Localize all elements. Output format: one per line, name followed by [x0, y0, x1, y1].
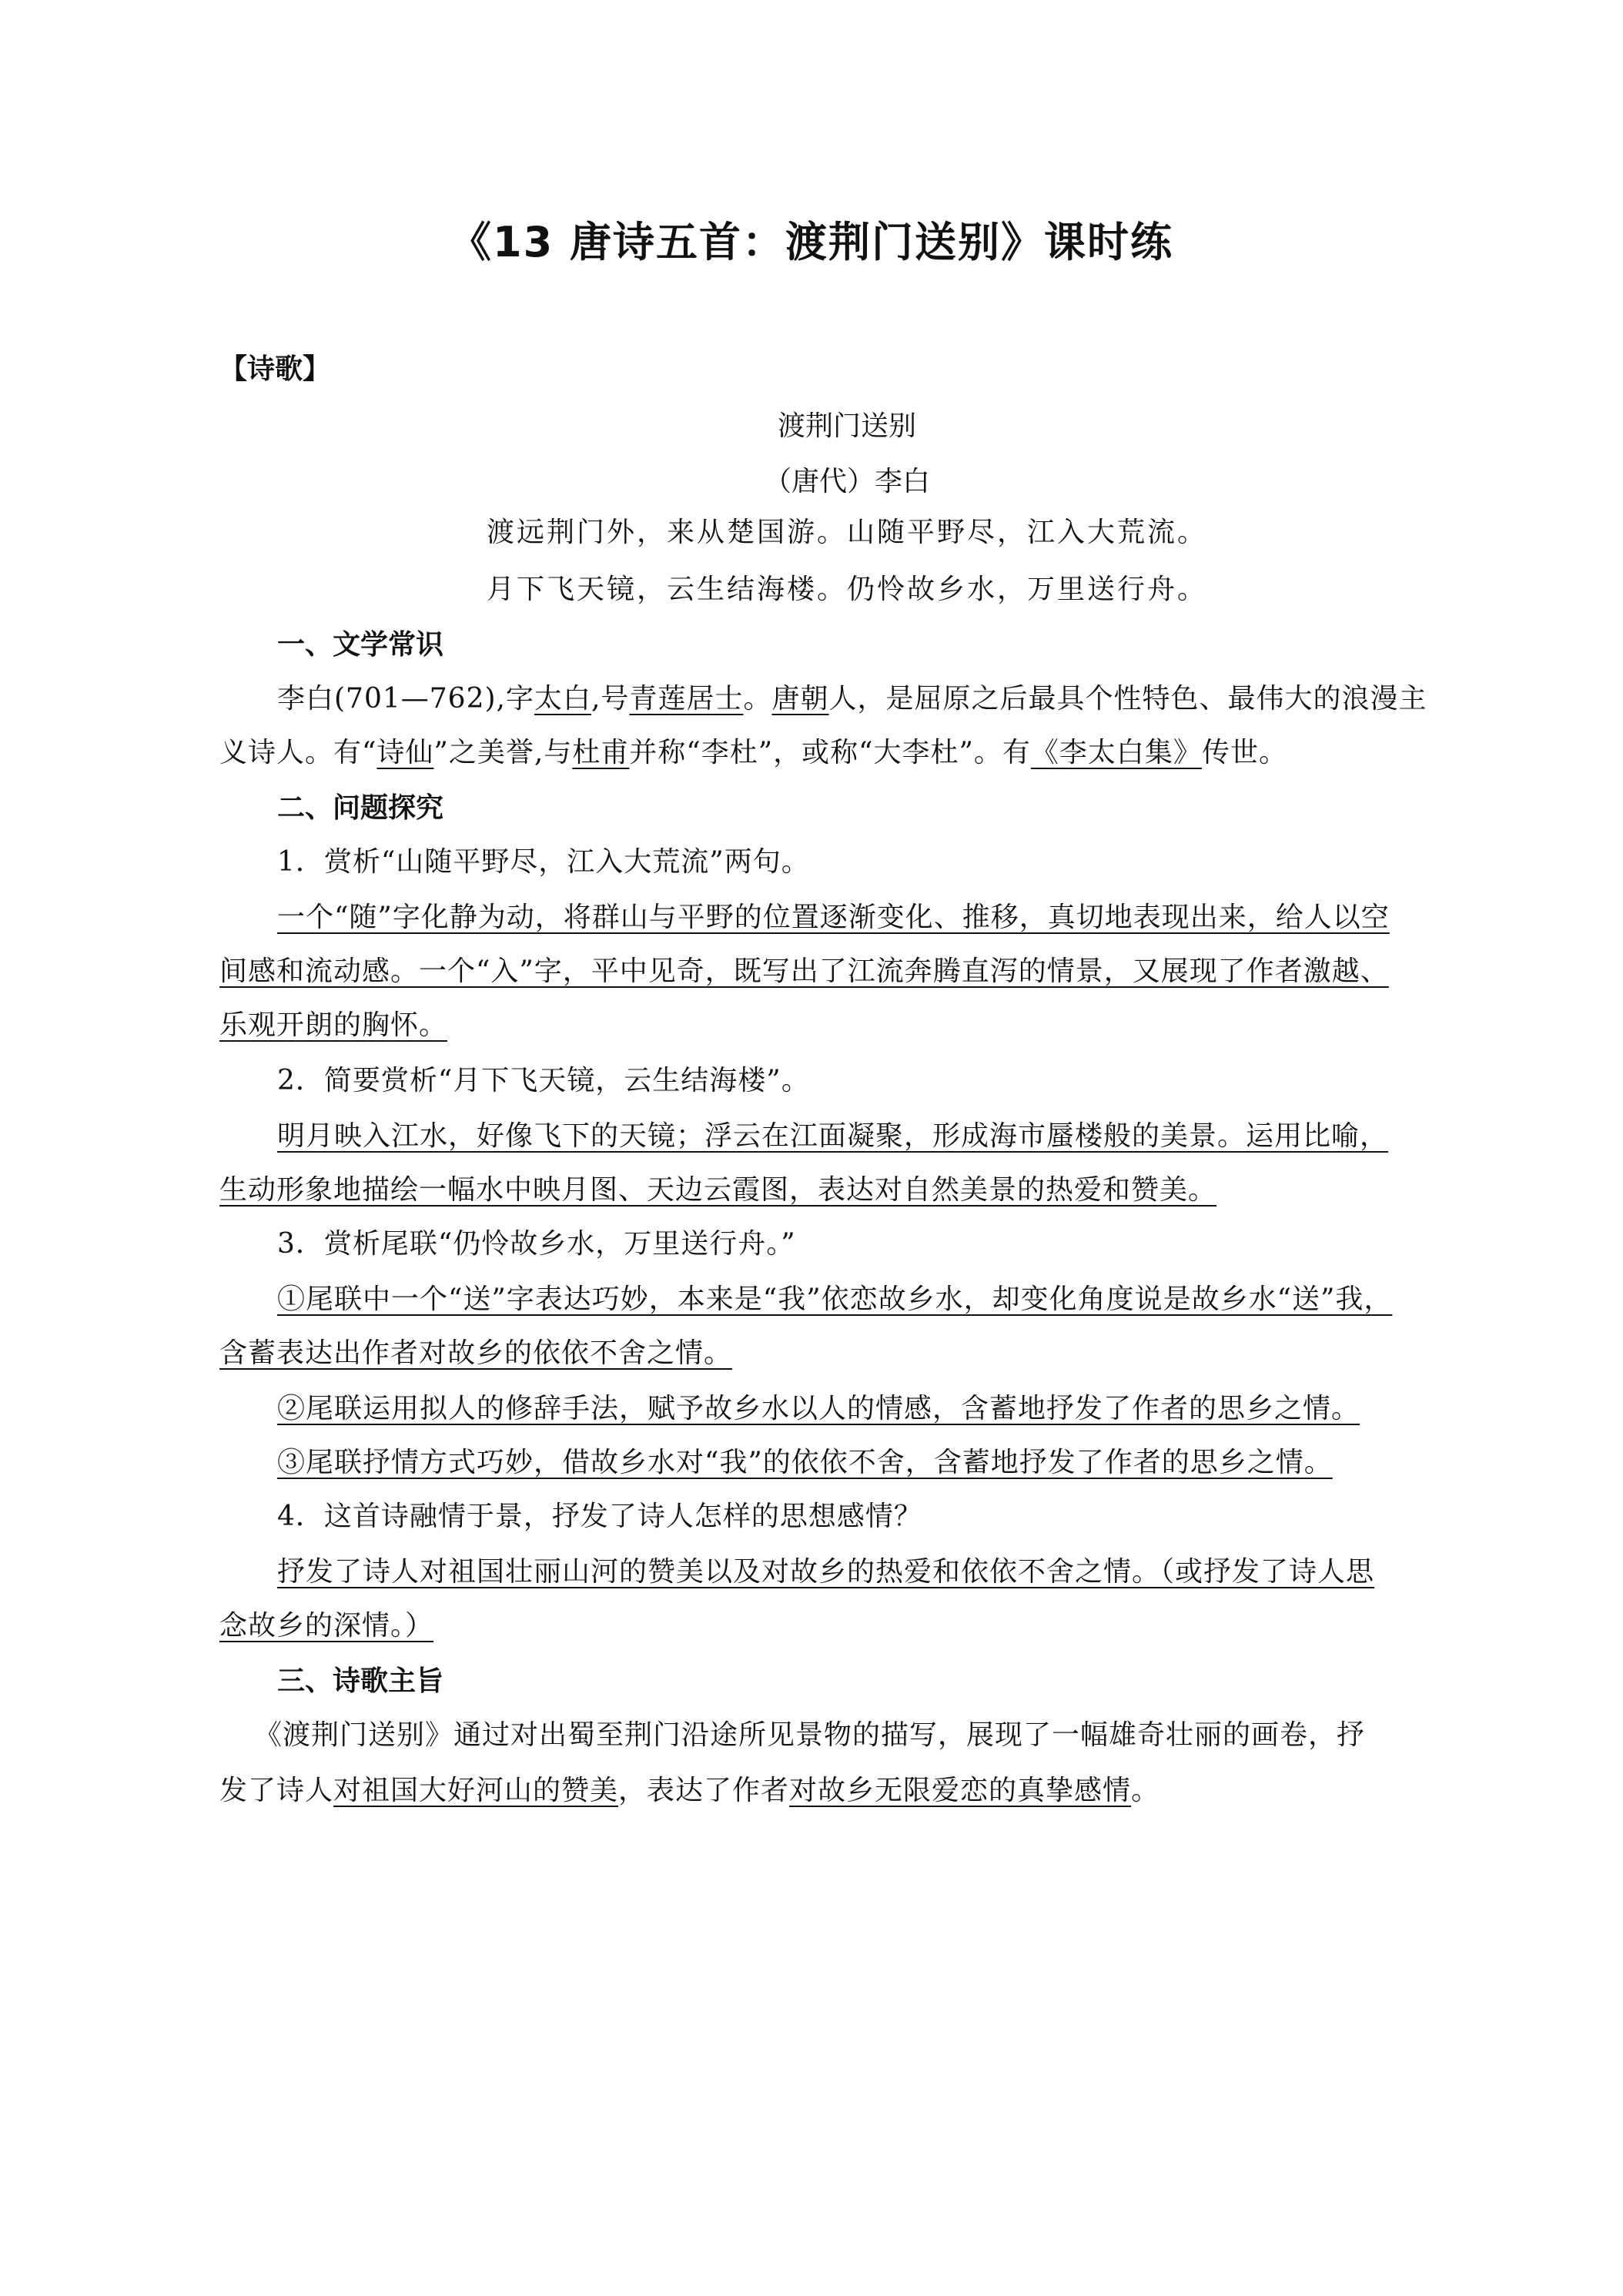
answer-3-line-3: ②尾联运用拟人的修辞手法，赋予故乡水以人的情感，含蓄地抒发了作者的思乡之情。 — [277, 1393, 1360, 1424]
theme-line-1: 《渡荆门送别》通过对出蜀至荆门沿途所见景物的描写，展现了一幅雄奇壮丽的画卷，抒 — [254, 1719, 1366, 1751]
page-title: 《13 唐诗五首：渡荆门送别》课时练 — [450, 218, 1173, 266]
poem-section-tag: 【诗歌】 — [219, 353, 331, 385]
answer-courtesy-name: 太白 — [534, 683, 591, 715]
section3-heading: 三、诗歌主旨 — [277, 1665, 444, 1697]
answer-2-line-1: 明月映入江水，好像飞下的天镜；浮云在江面凝聚，形成海市蜃楼般的美景。运用比喻， — [277, 1120, 1389, 1152]
question-3: 3．赏析尾联“仍怜故乡水，万里送行舟。” — [277, 1228, 796, 1260]
text-span: ,号 — [591, 683, 630, 715]
literary-knowledge-line-2 — [219, 735, 1287, 771]
poem-line-1: 渡远荆门外，来从楚国游。山随平野尽，江入大荒流。 — [486, 517, 1207, 548]
text-span: 发了诗人 — [219, 1775, 334, 1806]
poem-title: 渡荆门送别 — [777, 410, 916, 442]
text-span: ”之美誉,与 — [433, 737, 573, 768]
question-2: 2．简要赏析“月下飞天镜，云生结海楼”。 — [277, 1065, 810, 1096]
section2-heading: 二、问题探究 — [277, 792, 444, 824]
answer-3-line-1: ①尾联中一个“送”字表达巧妙，本来是“我”依恋故乡水，却变化角度说是故乡水“送”我， — [277, 1284, 1393, 1315]
answer-poet: 杜甫 — [572, 737, 630, 768]
text-span: 。 — [743, 683, 772, 715]
answer-3-line-2: 含蓄表达出作者对故乡的依依不舍之情。 — [219, 1337, 733, 1369]
question-1: 1．赏析“山随平野尽，江入大荒流”两句。 — [277, 846, 810, 878]
text-span: 并称“李杜”，或称“大李杜”。有 — [629, 737, 1031, 768]
text-span: 李白(701—762),字 — [277, 683, 534, 715]
poem-author: （唐代）李白 — [763, 466, 930, 497]
answer-theme-landscape: 对祖国大好河山的赞美 — [333, 1775, 619, 1806]
answer-title: 诗仙 — [376, 737, 434, 768]
text-span: 人，是屈原之后最具个性特色、最伟大的浪漫主 — [828, 683, 1427, 715]
text-span: ，表达了作者 — [618, 1775, 790, 1806]
text-span: 传世。 — [1201, 737, 1287, 768]
answer-1-line-2: 间感和流动感。一个“入”字，平中见奇，既写出了江流奔腾直泻的情景，又展现了作者激越、 — [219, 956, 1389, 987]
answer-collection: 《李太白集》 — [1030, 737, 1202, 768]
theme-line-2 — [219, 1772, 1160, 1809]
literary-knowledge-line-1 — [277, 681, 1427, 718]
answer-pen-name: 青莲居士 — [629, 683, 744, 715]
section1-heading: 一、文学常识 — [277, 629, 444, 661]
question-4: 4．这首诗融情于景，抒发了诗人怎样的思想感情？ — [277, 1501, 922, 1532]
answer-3-line-4: ③尾联抒情方式巧妙，借故乡水对“我”的依依不舍，含蓄地抒发了作者的思乡之情。 — [277, 1447, 1333, 1478]
text-span: 义诗人。有“ — [219, 737, 377, 768]
answer-4-line-1: 抒发了诗人对祖国壮丽山河的赞美以及对故乡的热爱和依依不舍之情。（或抒发了诗人思 — [277, 1556, 1375, 1588]
text-span: 。 — [1131, 1775, 1160, 1806]
answer-1-line-1: 一个“随”字化静为动，将群山与平野的位置逐渐变化、推移，真切地表现出来，给人以空 — [277, 902, 1390, 933]
answer-1-line-3: 乐观开朗的胸怀。 — [219, 1009, 448, 1041]
answer-4-line-2: 念故乡的深情。） — [219, 1610, 434, 1642]
poem-line-2: 月下飞天镜，云生结海楼。仍怜故乡水，万里送行舟。 — [486, 574, 1207, 605]
answer-2-line-2: 生动形象地描绘一幅水中映月图、天边云霞图，表达对自然美景的热爱和赞美。 — [219, 1174, 1217, 1206]
answer-theme-homeland: 对故乡无限爱恋的真挚感情 — [789, 1775, 1132, 1806]
answer-dynasty: 唐朝 — [771, 683, 829, 715]
